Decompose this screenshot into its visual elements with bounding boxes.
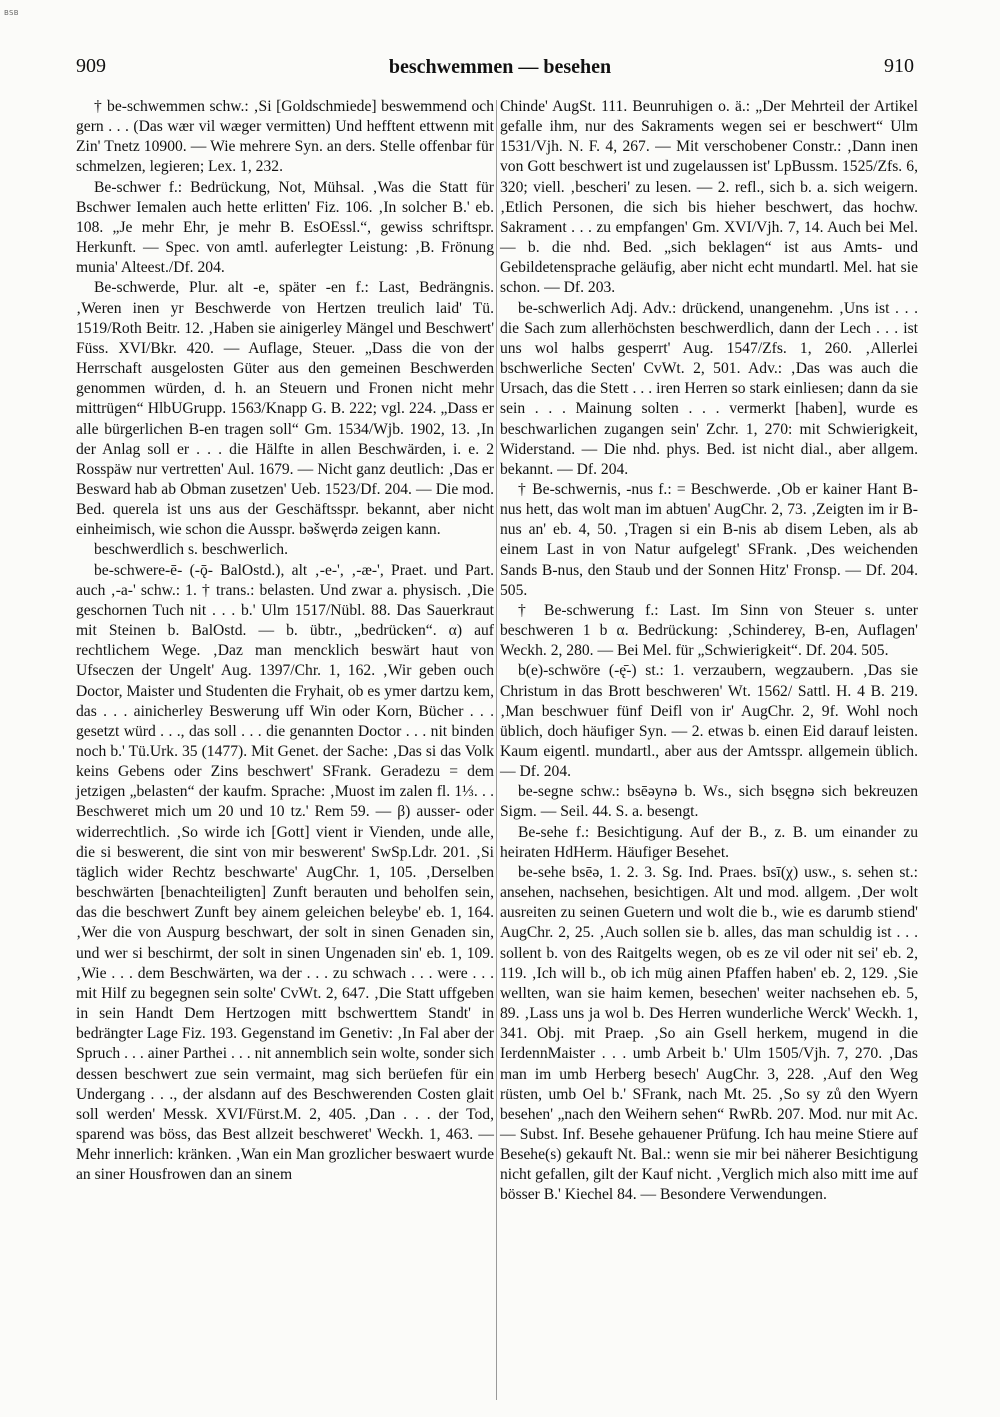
library-stamp: BSB — [4, 9, 19, 17]
page-header — [0, 55, 1000, 85]
entry-beschwerde: Be-schwerde, Plur. alt -e, später -en f.: Last, Bedrängnis. ‚Weren inen yr Beschwerde von Hertzen treulich laid' Tü. 1519/Roth Beitr. 12. ‚Haben sie ainigerley Mängel und Beschwert' Füss. XVI/Bkr. 420. — Auflage, Steuer. „Dass die von der Herrschaft ausgelosten Güter aus den gemeinen Beschwerden genommen würden, d. h. an Steuern und Fronen nicht mehr mittrügen“ HlbUGrupp. 1563/Knapp G. B. 222; vgl. 224. „Dass er alle bürgerlichen B-en tragen soll“ Gm. 1534/Wjb. 1902, 13. ‚In der Anlag soll er . . . die Hälfte in allen Beschwärden, i. e. 2 Rosspäw nur vertretten' Aul. 1679. — Nicht ganz deutlich: ‚Das er Besward hab ab Obman zusetzen' Ueb. 1523/Df. 204. — Die mod. Bed. querela ist uns aus der Geschäftsspr. bekannt, aber nicht einheimisch, wie schon die Ausspr. bəšwęrdə zeigen kann. — [76, 279, 494, 539]
entry-beschwoeren: b(e)-schwöre (-ę̄-) st.: 1. verzaubern, wegzaubern. ‚Das sie Christum in das Brott beschweren' Wt. 1562/ Sattl. H. 4 B. 219. ‚Man beschwuer fünf Deifl von ir' AugChr. 2, 9f. Wohl noch üblich, doch häufiger Syn. — 2. etwas b. einen Eid darauf leisten. Kaum eigentl. mundartl., aber aus der Amtsspr. allgemein üblich. — Df. 204. — [500, 662, 918, 781]
entry-beschwer: Be-schwer f.: Bedrückung, Not, Mühsal. ‚Was die Statt für Bschwer Iemalen auch hette erlitten' Fiz. 106. ‚In solcher B.' eb. 108. „Je mehr Ehr, je mehr B. EsOEssl.“, gewiss schriftspr. Herkunft. — Spec. von amtl. auferlegter Leistung: ‚B. Frönung munia' Alteest./Df. 204. — [76, 178, 494, 277]
running-headword: beschwemmen — besehen — [388, 56, 612, 78]
entry-beschwerlich: be-schwerlich Adj. Adv.: drückend, unangenehm. ‚Uns ist . . . die Sach zum allerhöchsten beschwerdlich, dann der Lech . . . ist uns wol halbs gesperrt' Aug. 1547/Zfs. 1, 260. ‚Allerlei bschwerliche Secten' CvWt. 2, 501. Adv.: ‚Das was auch die Ursach, das die Stett . . . iren Herren so stark einliesen; dann da sie sein . . . Mainung solten . . . vermerkt [haben], wurde es beschwarlichen zugangen sein' Zchr. 1, 270: mit Schwierigkeit, Widerstand. — Die nhd. phys. Bed. ist nicht dial., aber allgem. bekannt. — Df. 204. — [500, 299, 918, 478]
entry-besehe-noun: Be-sehe f.: Besichtigung. Auf der B., z. B. um einander zu heiraten HdHerm. Häufiger Besehet. — [500, 823, 918, 861]
column-divider — [496, 100, 497, 1400]
entry-besehen: be-sehe bsēə, 1. 2. 3. Sg. Ind. Praes. bsī(χ) usw., s. sehen st.: ansehen, nachsehen, besichtigen. Alt und mod. allgem. ‚Der wolt ausreiten zu seinen Guetern und wolt die b., wie es darumb stiend' AugChr. 2, 25. ‚Auch sollen sie b. alles, das man schuldig ist . . . sollent b. von des Raitgelts wegen, ob es ze vil oder nit sei' eb. 2, 119. ‚Ich will b., ob ich müg ainen Pfaffen haben' eb. 2, 129. ‚Sie wellten, wan sie haim kemen, besechen' weiter nachsehen eb. 5, 89. ‚Lass uns ja wol b. Des Herren wunderliche Werck' Weckh. 1, 341. Obj. mit Praep. ‚So ain Gsell herkem, mugend in die IerdennMaister . . . umb Arbeit b.' Ulm 1505/Vjh. 7, 270. ‚Das man im umb Herberg besech' AugChr. 3, 228. ‚Auf den Weg rüsten, umb Oel b.' SFrank, nach Mt. 25. ‚So sy zů den Wyern besehen' „nach den Weihern sehen“ RwRb. 207. Mod. nur mit Ac. — Subst. Inf. Besehe gehauener Prüfung. Ich hau meine Stiere auf Besehe(s) gekauft Nt. Bal.: wenn sie mir bei näherer Besichtigung nicht gefallen, gilt der Kauf nicht. ‚Verglich mich also mitt ime auf bösser B.' Kiechel 84. — Besondere Verwendungen. — [500, 863, 918, 1204]
page-number-left: 909 — [76, 55, 106, 77]
page-number-right: 910 — [884, 55, 914, 77]
entry-beschwemmen: † be-schwemmen schw.: ‚Si [Goldschmiede] beswemmend och gern . . . (Das wær vil wæger vermitten) Und hefftent ettwenn mit Zin' Tnetz 10900. — Wie mehrere Syn. an ders. Stelle offenbar für schmelzen, legieren; Lex. 1, 232. — [76, 98, 494, 176]
entry-besegnen: be-segne schw.: bsēəynə b. Ws., sich bsęgnə sich bekreuzen Sigm. — Seil. 44. S. a. besengt. — [500, 783, 918, 821]
left-column — [76, 97, 494, 1185]
entry-beschwernis: † Be-schwernis, -nus f.: = Beschwerde. ‚Ob er kainer Hant B-nus hett, das wolt man im abtuen' AugChr. 2, 73. ‚Zeigten im ir B-nus an' eb. 4, 50. ‚Tragen si ein B-nis ab disem Leben, als ab einem Last in von Natur aufgelegt' SFrank. ‚Des weichenden Sands B-nus, den Staub und der Sonnen Hitz' Fronsp. — Df. 204. 505. — [500, 480, 918, 599]
entry-beschwerung: † Be-schwerung f.: Last. Im Sinn von Steuer s. unter beschweren 1 b α. Bedrückung: ‚Schinderey, B-en, Auflagen' Weckh. 2, 280. — Bei Mel. für „Schwierigkeit“. Df. 204. 505. — [500, 601, 918, 660]
right-column — [500, 97, 918, 1206]
entry-beschweren: be-schwere-ē- (-ǭ- BalOstd.), alt ‚-e-', ‚-æ-', Praet. und Part. auch ‚-a-' schw.: 1. † trans.: belasten. Und zwar a. physisch. ‚Die geschornen Tuch nit . . . b.' Ulm 1517/Nübl. 88. Das Sauerkraut mit Steinen b. BalOstd. — b. übtr., „bedrücken“. α) auf rechtlichem Wege. ‚Daz man mencklich beswärt haut von Ufseczen der Ungelt' Aug. 1397/Chr. 1, 162. ‚Wir geben ouch Doctor, Maister und Studenten die Fryhait, ob es ymer dartzu kem, das . . . ainicherley Beswerung uff Win oder Korn, Bücher . . . gesetzt würd . . ., das soll . . . die genannten Doctor . . . nit binden noch b.' Tü.Urk. 35 (1477). Mit Genet. der Sache: ‚Das si das Volk keins Gebens oder Zins beschwert' SFrank. Geradezu = dem jetzigen „belasten“ der kaufm. Sprache: ‚Muost im zalen fl. 1⅓. . . Beschweret mich um 20 und 10 tz.' Rem 59. — β) ausser- oder widerrechtlich. ‚So wirde ich [Gott] vient ir Vienden, unde alle, die si beswerent, die sint von mir beswerent' SwSp.Ldr. 201. ‚Si täglich wider Rechtz beschwarte' AugChr. 1, 105. ‚Derselben beschwärten [benachteiligten] Zunft berauten und beholfen sein, das die beschwert Zunft bey ainem geleichen beleybe' eb. 1, 164. ‚Wer die von Auspurg beschwart, der solt in sinen Genaden sin, und wer si beschirmt, der solt in sinen Ungenaden sin' eb. 1, 109. ‚Wie . . . dem Beschwärten, wa der . . . zu schwach . . . were . . . mit Hilf zu begegnen sein solte' CvWt. 2, 647. ‚Die Statt uffgeben in sein Handt Dem Hertzogen mitt bschwerttem Standt' in bedrängter Lage Fiz. 193. Gegenstand im Genetiv: ‚In Fal aber der Spruch . . . ainer Parthei . . . nit annemblich sein wolte, sonder sich dessen beschwert zue sein vermaint, mag sich berüefen für ein Undergang . . ., der alsdann auf des Beschwerenden Costen glait soll werden' Messk. XVI/Fürst.M. 2, 405. ‚Dan . . . der Tod, sparend was böss, das Best allzeit beschweret' Weckh. 1, 463. — Mehr innerlich: kränken. ‚Wan ein Man grozlicher beswaert wurde an siner Housfrowen dan an sinem — [76, 561, 494, 1184]
entry-beschwerdlich: beschwerdlich s. beschwerlich. — [94, 541, 288, 559]
entry-beschweren-continued: Chinde' AugSt. 111. Beunruhigen o. ä.: „Der Mehrteil der Artikel gefalle ihm, nur des Sakraments wegen sei er beschwert“ Ulm 1531/Vjh. N. F. 4, 267. — Mit verschobener Constr.: ‚Dann inen von Gott beschwert ist und zugelaussen ist' LpBussm. 1525/Zfs. 6, 320; viell. ‚bescheri' zu lesen. — 2. refl., sich b. a. sich weigern. ‚Etlich Personen, die sich bis hieher beschwert, das hochw. Sakrament . . . zu empfangen' Gm. XVI/Vjh. 7, 14. Auch bei Mel. — b. die nhd. Bed. „sich beklagen“ ist aus Amts- und Gebildetensprache geläufig, aber nicht echt mundartl. Mel. hat sie schon. — Df. 203. — [500, 98, 918, 297]
